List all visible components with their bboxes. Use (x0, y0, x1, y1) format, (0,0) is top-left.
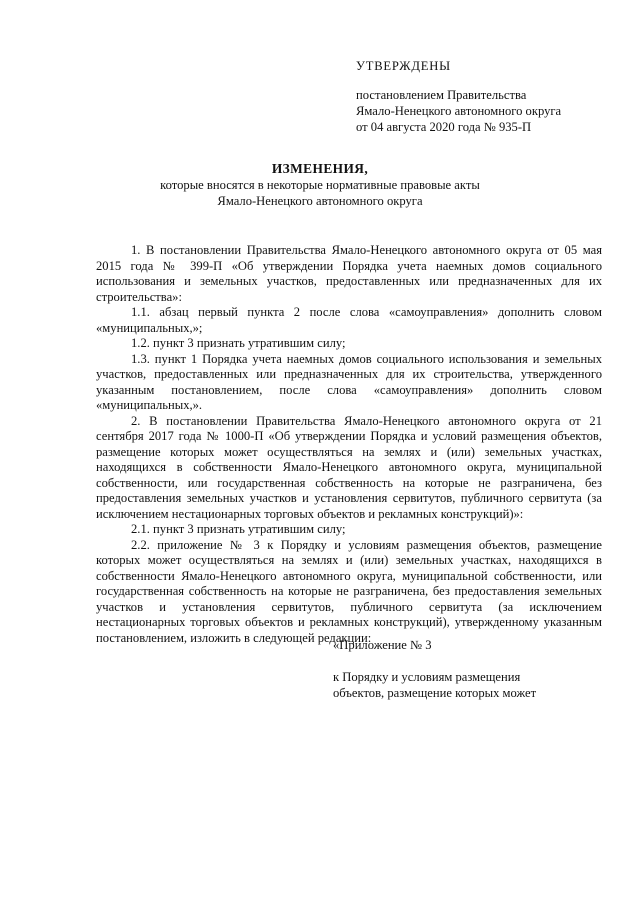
appendix-number: «Приложение № 3 (333, 638, 432, 652)
paragraph: 1.2. пункт 3 признать утратившим силу; (131, 336, 346, 350)
document-subtitle: Ямало-Ненецкого автономного округа (217, 194, 423, 208)
appendix-caption-line: к Порядку и условиям размещения (333, 670, 521, 684)
document-title-block (0, 161, 640, 209)
paragraph: 2.1. пункт 3 признать утратившим силу; (131, 522, 346, 536)
appendix-caption-line: объектов, размещение которых может (333, 686, 537, 700)
paragraph: 1.1. абзац первый пункта 2 после слова «самоуправления» дополнить словом «муниципальных,»; (96, 305, 602, 335)
document-title: ИЗМЕНЕНИЯ, (271, 161, 369, 176)
appendix-header (333, 637, 603, 701)
approval-line: постановлением Правительства (356, 88, 527, 102)
approval-line: от 04 августа 2020 года № 935-П (356, 120, 532, 134)
paragraph: 1. В постановлении Правительства Ямало-Ненецкого автономного округа от 05 мая 2015 года № 399-П «Об утверждении Порядка учета наемных домов социального использования и земельных участков, предоставленных или предназначенных для их строительства»: (96, 243, 602, 304)
paragraph: 2.2. приложение № 3 к Порядку и условиям размещения объектов, размещение которых может осуществляться на землях и (или) земельных участках, находящихся в собственности Ямало-Ненецкого автономного округа, муниципальной собственности, или государственная собственность на которые не разграничена, без предоставления земельных участков и установления сервитутов, публичного сервитута (за исключением нестационарных торговых объектов и рекламных конструкций), утвержденному указанным постановлением, изложить в следующей редакции: (96, 537, 602, 645)
document-body (96, 243, 602, 646)
paragraph: 2. В постановлении Правительства Ямало-Ненецкого автономного округа от 21 сентября 2017 года № 1000-П «Об утверждении Порядка и условий размещения объектов, размещение которых может осуществляться на землях и (или) земельных участках, находящихся в собственности Ямало-Ненецкого автономного округа, муниципальной собственности, или государственная собственность на которые не разграничена, без предоставления земельных участков и установления сервитутов, публичного сервитута (за исключением нестационарных торговых объектов и рекламных конструкций)»: (96, 413, 602, 521)
approval-heading: УТВЕРЖДЕНЫ (356, 59, 451, 73)
approval-stamp (356, 58, 626, 135)
approval-line: Ямало-Ненецкого автономного округа (356, 104, 562, 118)
document-subtitle: которые вносятся в некоторые нормативные правовые акты (160, 178, 480, 192)
paragraph: 1.3. пункт 1 Порядка учета наемных домов социального использования и земельных участков, предоставленных или предназначенных для их строительства, утвержденного указанным постановлением, после слова «самоуправления» дополнить словом «муниципальных,». (96, 351, 602, 412)
